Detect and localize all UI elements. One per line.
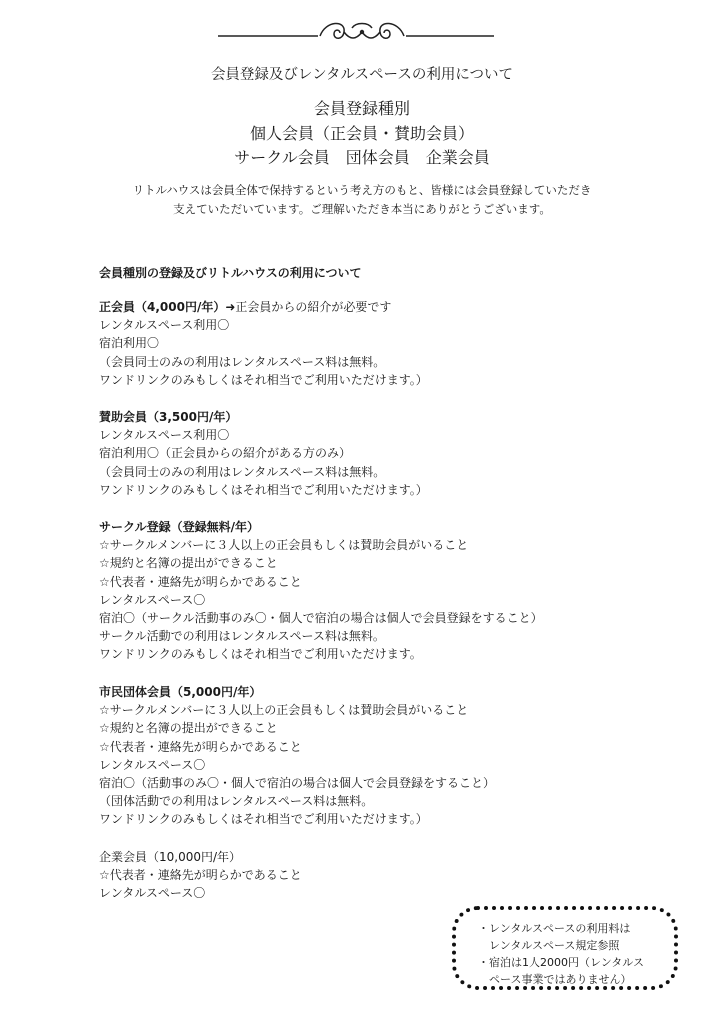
regular-member-name: 正会員（4,000円/年） — [99, 300, 226, 314]
intro-line: 支えていただいています。ご理解いただき本当にありがとうございます。 — [173, 202, 551, 216]
note-line: レンタルスペース規定参照 — [478, 939, 620, 952]
civic-group-section — [99, 683, 495, 829]
circle-heading: サークル登録（登録無料/年） — [99, 520, 260, 534]
note-box — [452, 906, 678, 990]
civic-group-line: 宿泊〇（活動事のみ〇・個人で宿泊の場合は個人で会員登録をすること） — [99, 776, 496, 791]
section-heading: 会員種別の登録及びリトルハウスの利用について — [99, 266, 362, 280]
regular-member-line: ワンドリンクのみもしくはそれ相当でご利用いただけます。） — [99, 372, 428, 387]
note-line: ペース事業ではありません） — [478, 973, 632, 986]
supporting-member-heading: 賛助会員（3,500円/年） — [99, 410, 238, 424]
corporate-section — [99, 848, 302, 903]
civic-group-line: ワンドリンクのみもしくはそれ相当でご利用いただけます。） — [99, 812, 428, 827]
civic-group-heading: 市民団体会員（5,000円/年） — [99, 685, 262, 699]
civic-group-line: レンタルスペース〇 — [99, 757, 206, 772]
circle-section — [99, 518, 543, 664]
regular-member-note: ➜正会員からの紹介が必要です — [225, 300, 392, 314]
regular-member-section — [99, 298, 428, 389]
corporate-line: レンタルスペース〇 — [99, 886, 206, 901]
circle-line: レンタルスペース〇 — [99, 592, 206, 607]
intro-line: リトルハウスは会員全体で保持するという考え方のもと、皆様には会員登録していただき — [132, 183, 592, 197]
member-types-individual: 個人会員（正会員・賛助会員） — [249, 124, 474, 143]
regular-member-line: （会員同士のみの利用はレンタルスペース料は無料。 — [99, 354, 386, 369]
supporting-member-line: （会員同士のみの利用はレンタルスペース料は無料。 — [99, 464, 386, 479]
civic-group-line: ☆規約と名簿の提出ができること — [99, 721, 278, 736]
corporate-line: ☆代表者・連絡先が明らかであること — [99, 868, 302, 883]
circle-line: 宿泊〇（サークル活動事のみ〇・個人で宿泊の場合は個人で会員登録をすること） — [99, 611, 543, 626]
civic-group-line: ☆代表者・連絡先が明らかであること — [99, 739, 302, 754]
supporting-member-line: レンタルスペース利用〇 — [99, 428, 230, 443]
supporting-member-line: ワンドリンクのみもしくはそれ相当でご利用いただけます。） — [99, 482, 428, 497]
circle-line: ☆サークルメンバーに３人以上の正会員もしくは賛助会員がいること — [99, 538, 469, 553]
note-text — [478, 920, 644, 988]
ornament-divider — [0, 14, 724, 50]
circle-line: ☆規約と名簿の提出ができること — [99, 556, 278, 571]
circle-line: サークル活動での利用はレンタルスペース料は無料。 — [99, 629, 385, 644]
regular-member-heading — [99, 298, 428, 316]
member-types-heading: 会員登録種別 — [313, 99, 410, 118]
intro-paragraph — [0, 181, 724, 219]
civic-group-line: ☆サークルメンバーに３人以上の正会員もしくは賛助会員がいること — [99, 703, 469, 718]
supporting-member-section — [99, 408, 428, 499]
corporate-heading: 企業会員（10,000円/年） — [99, 850, 242, 864]
member-types-group: サークル会員 団体会員 企業会員 — [234, 148, 490, 167]
circle-line: ☆代表者・連絡先が明らかであること — [99, 574, 302, 589]
regular-member-line: 宿泊利用〇 — [99, 336, 160, 351]
regular-member-line: レンタルスペース利用〇 — [99, 318, 230, 333]
supporting-member-line: 宿泊利用〇（正会員からの紹介がある方のみ） — [99, 446, 352, 461]
note-line: ・レンタルスペースの利用料は — [478, 922, 631, 935]
circle-line: ワンドリンクのみもしくはそれ相当でご利用いただけます。 — [99, 647, 422, 662]
civic-group-line: （団体活動での利用はレンタルスペース料は無料。 — [99, 794, 374, 809]
note-line: ・宿泊は1人2000円（レンタルス — [478, 956, 644, 969]
page-title: 会員登録及びレンタルスペースの利用について — [210, 67, 514, 83]
